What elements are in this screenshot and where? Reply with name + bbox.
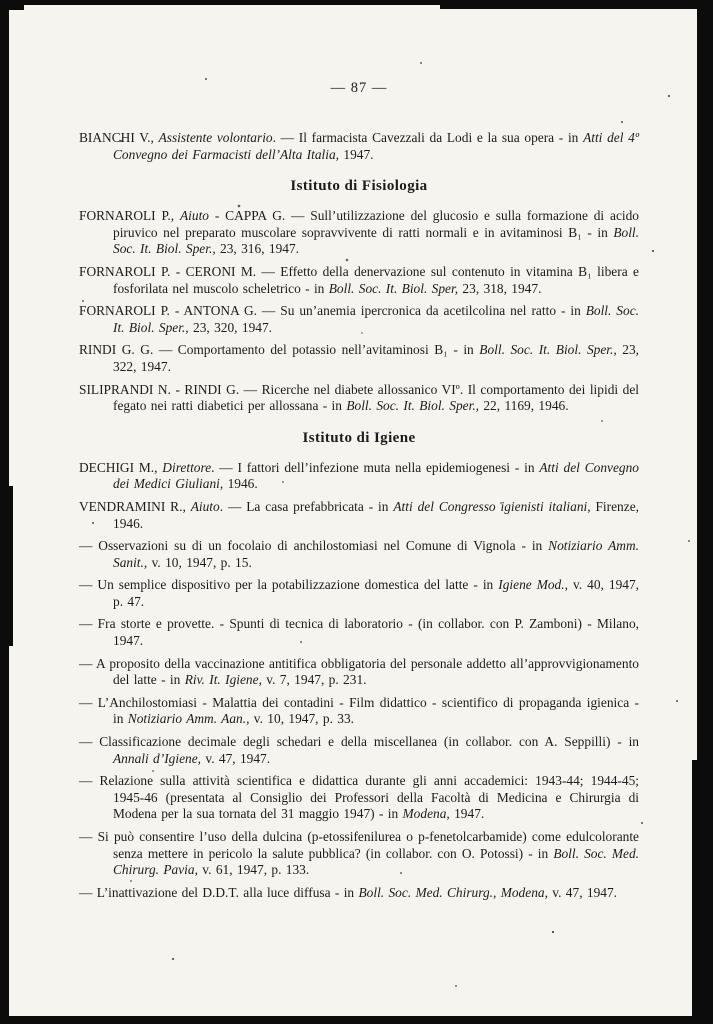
page-number: — 87 — — [330, 80, 388, 96]
entry-text-segment: - CAPPA G. — Sull’utilizzazione del glucosio e sulla formazione di acido piruvico nel preparato muscolare sopravvivente di ratti normali e in avitaminosi B₁ - in — [113, 208, 639, 240]
entry-text-segment: — L’Anchilostomiasi - Malattia dei contadini - Film didattico - scientifico di propaganda igienica - in — [79, 694, 639, 727]
bibliography-entry — [79, 303, 639, 336]
entry-text-segment: 1947. — [449, 806, 485, 822]
bibliography-entry — [79, 656, 639, 689]
bibliography-entry — [79, 382, 639, 415]
entry-list — [79, 130, 639, 163]
bibliography-entry — [79, 734, 639, 767]
entry-text-segment: BIANCHI V., — [79, 130, 159, 145]
entry-text-segment: SILIPRANDI N. - RINDI G. — Ricerche nel diabete allossanico VIº. Il comportamento dei lipidi del fegato nei ratti diabetici per allossana - in — [79, 381, 639, 414]
entry-text-segment: — A proposito della vaccinazione antitifica obbligatoria del personale addetto all’approvvigionamento del latte - in — [79, 655, 639, 688]
entry-text-segment: v. 40, 1947, p. 47. — [113, 577, 640, 609]
entry-text-segment: 22, 1169, 1946. — [479, 398, 569, 414]
bibliography-entry — [79, 460, 639, 493]
entry-text-segment: 23, 316, 1947. — [215, 241, 300, 257]
scan-border-bottom — [0, 1016, 713, 1024]
entry-text-segment: Assistente volontario — [158, 130, 273, 145]
entry-text-segment: Boll. Soc. It. Biol. Sper., — [113, 224, 639, 257]
entry-text-segment: — L’inattivazione del D.D.T. alla luce diffusa - in — [79, 884, 359, 900]
bibliography-entry — [79, 130, 639, 163]
entry-text-segment: . — Il farmacista Cavezzali da Lodi e la sua opera - in — [272, 130, 584, 145]
entry-text-segment: v. 47, 1947. — [547, 884, 618, 900]
entry-text-segment: Aiuto — [190, 498, 220, 514]
entry-text-segment: Notiziario Amm. Aan., — [127, 711, 250, 727]
entry-text-segment: DECHIGI M., — [79, 459, 163, 475]
section-istituto-di-igiene — [79, 430, 639, 902]
entry-text-segment: Boll. Soc. Med. Chirurg. Pavia, — [113, 845, 640, 878]
bibliography-entry — [79, 499, 639, 532]
entry-text-segment: Igiene Mod., — [498, 577, 568, 593]
entry-text-segment: 23, 322, 1947. — [113, 342, 639, 374]
entry-text-segment: — Un semplice dispositivo per la potabilizzazione domestica del latte - in — [79, 577, 499, 593]
entry-text-segment: Riv. It. Igiene, — [184, 672, 262, 688]
section-intro — [79, 130, 639, 163]
bibliography-entry — [79, 695, 639, 728]
entry-text-segment: Boll. Soc. It. Biol. Sper., — [113, 303, 639, 335]
entry-text-segment: Boll. Soc. Med. Chirurg., Modena, — [358, 884, 548, 900]
entry-text-segment: 1947. — [339, 146, 374, 162]
entry-text-segment: FORNAROLI P., — [79, 208, 180, 224]
entry-text-segment: Boll. Soc. It. Biol. Sper., — [346, 398, 480, 414]
entry-text-segment: Firenze, 1946. — [113, 498, 639, 531]
entry-text-segment: Boll. Soc. It. Biol. Sper., — [479, 342, 617, 358]
bibliography-entry — [79, 616, 639, 649]
bibliography-entry — [79, 538, 639, 571]
entry-text-segment: — Relazione sulla attività scientifica e didattica durante gli anni accademici: 1943-44; 1944-45; 1945-46 (presentata al Consiglio dei Professori della Facoltà di Medicina e Chirurgia di Modena per la sua tornata del 31 maggio 1947) - in — [79, 773, 639, 822]
scan-border-left-bump — [0, 486, 13, 646]
bibliography-entry — [79, 885, 639, 902]
entry-text-segment: Atti del 4º Convegno dei Farmacisti dell’Alta Italia, — [113, 130, 639, 162]
entry-text-segment: — Fra storte e provette. - Spunti di tecnica di laboratorio - (in collabor. con P. Zamboni) - Milano, 1947. — [79, 616, 639, 649]
entry-text-segment: . — La casa prefabbricata - in — [219, 498, 394, 514]
entry-text-segment: — Classificazione decimale degli schedari e della miscellanea (in collabor. con A. Seppilli) - in — [79, 734, 639, 750]
entry-text-segment: v. 61, 1947, p. 133. — [197, 862, 310, 878]
section-heading: Istituto di Igiene — [302, 429, 416, 446]
bibliography-entry — [79, 577, 639, 610]
entry-text-segment: Notiziario Amm. Sanit., — [113, 538, 639, 570]
entry-text-segment: Direttore — [162, 459, 212, 475]
entry-list — [79, 208, 639, 415]
bibliography-entry — [79, 208, 639, 258]
entry-list — [79, 460, 639, 902]
entry-text-segment: Aiuto — [179, 208, 209, 224]
entry-text-segment: RINDI G. G. — Comportamento del potassio nell’avitaminosi B₁ - in — [79, 342, 480, 358]
bibliography-entry — [79, 773, 639, 823]
entry-text-segment: v. 10, 1947, p. 33. — [249, 711, 354, 727]
entry-text-segment: 1946. — [223, 476, 258, 492]
entry-text-segment: . — I fattori dell’infezione muta nella epidemiogenesi - in — [211, 459, 540, 475]
entry-text-segment: v. 47, 1947. — [201, 750, 271, 766]
entry-text-segment: 23, 320, 1947. — [188, 319, 272, 335]
entry-text-segment: Modena, — [402, 806, 450, 822]
bibliography-entry — [79, 829, 639, 879]
scan-border-right-lower — [692, 760, 713, 1024]
section-istituto-di-fisiologia — [79, 178, 639, 415]
entry-text-segment: VENDRAMINI R., — [79, 498, 191, 514]
entry-text-segment: Atti del Convegno dei Medici Giuliani, — [113, 459, 639, 492]
scan-border-top-right — [440, 0, 713, 9]
entry-text-segment: Annali d’Igiene, — [113, 750, 202, 766]
bibliography-entry — [79, 342, 639, 375]
entry-text-segment: Atti del Congresso igienisti italiani, — [393, 498, 591, 514]
entry-text-segment: 23, 318, 1947. — [458, 280, 542, 296]
entry-text-segment: v. 10, 1947, p. 15. — [147, 554, 252, 570]
entry-text-segment: — Osservazioni su di un focolaio di anchilostomiasi nel Comune di Vignola - in — [79, 538, 549, 554]
bibliography-entry — [79, 264, 639, 297]
entry-text-segment: — Si può consentire l’uso della dulcina (p-etossifenilurea o p-fenetolcarbamide) come edulcolorante senza mettere in pericolo la salute pubblica? (in collabor. con O. Potossi) - in — [79, 829, 639, 861]
entry-text-segment: FORNAROLI P. - CERONI M. — Effetto della denervazione sul contenuto in vitamina B₁ libera e fosforilata nel muscolo scheletrico - in — [79, 263, 639, 296]
entry-text-segment: Boll. Soc. It. Biol. Sper, — [328, 280, 459, 296]
entry-text-segment: FORNAROLI P. - ANTONA G. — Su un’anemia ipercronica da acetilcolina nel ratto - in — [79, 303, 586, 319]
entry-text-segment: v. 7, 1947, p. 231. — [261, 672, 367, 688]
section-heading: Istituto di Fisiologia — [290, 178, 428, 195]
